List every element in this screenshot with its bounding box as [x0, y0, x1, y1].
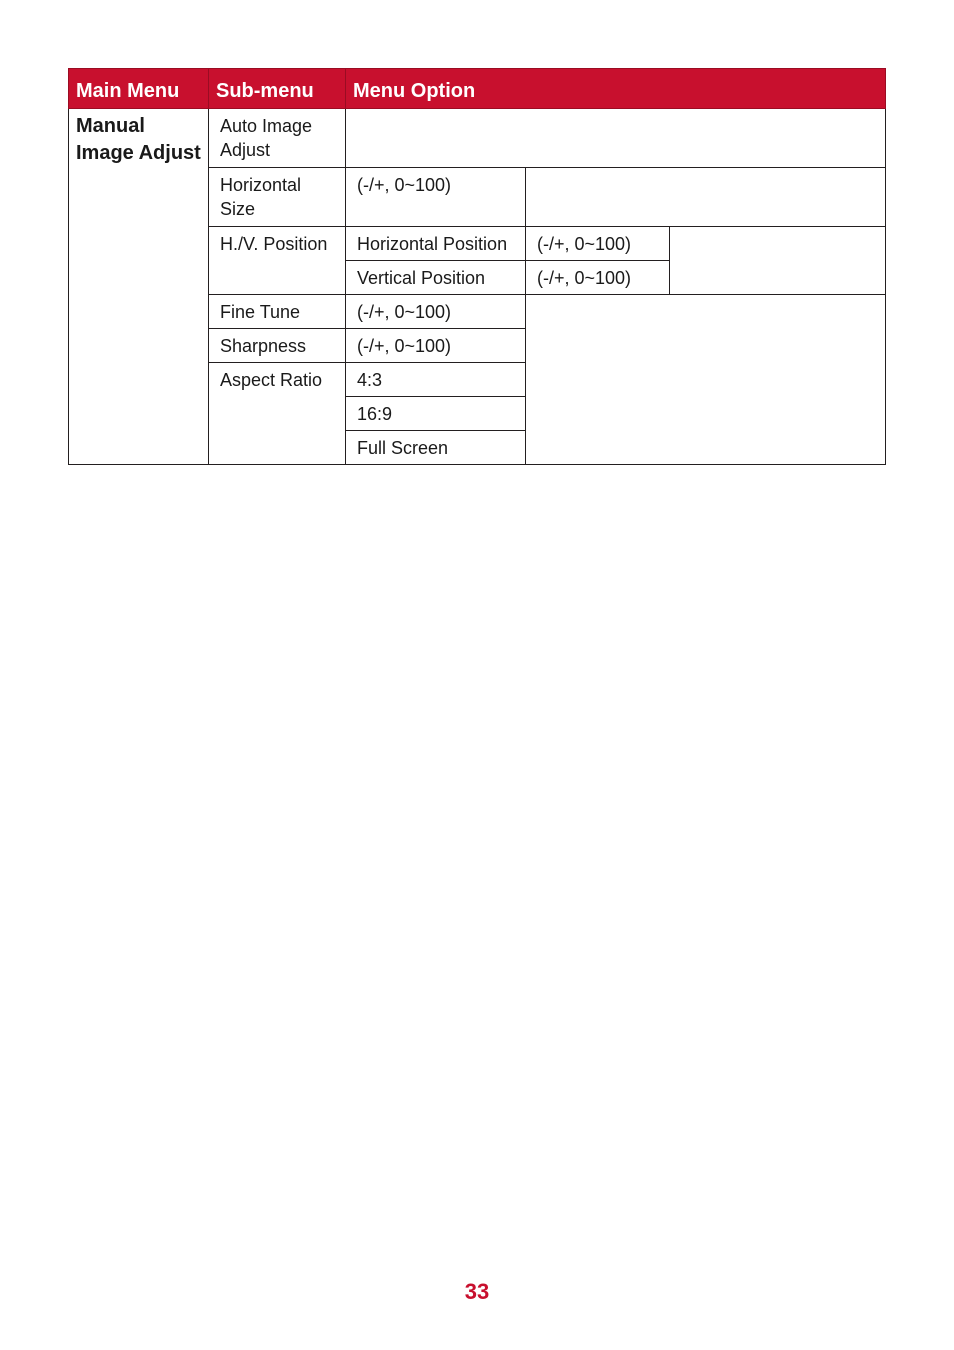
option-fine-tune: (-/+, 0~100)	[346, 295, 526, 329]
header-sub-menu: Sub-menu	[209, 69, 346, 109]
submenu-sharpness: Sharpness	[209, 329, 346, 363]
table-header-row	[69, 69, 886, 109]
option-aspect-4-3: 4:3	[346, 363, 526, 397]
option-aspect-16-9: 16:9	[346, 397, 526, 431]
submenu-aspect-ratio: Aspect Ratio	[209, 363, 346, 465]
header-main-menu: Main Menu	[69, 69, 209, 109]
option-aspect-full-screen: Full Screen	[346, 431, 526, 465]
submenu-horizontal-size: Horizontal Size	[209, 168, 346, 227]
option-horizontal-position: Horizontal Position	[346, 227, 526, 261]
option-horizontal-size: (-/+, 0~100)	[346, 168, 526, 227]
page-number: 33	[464, 1279, 490, 1304]
header-menu-option: Menu Option	[346, 69, 886, 109]
value-vertical-position: (-/+, 0~100)	[526, 261, 670, 295]
empty-option-cell	[670, 227, 886, 295]
empty-option-cell	[526, 295, 886, 465]
option-sharpness: (-/+, 0~100)	[346, 329, 526, 363]
submenu-auto-image-adjust: Auto Image Adjust	[209, 109, 346, 168]
value-horizontal-position: (-/+, 0~100)	[526, 227, 670, 261]
empty-option-cell	[346, 109, 886, 168]
option-vertical-position: Vertical Position	[346, 261, 526, 295]
submenu-fine-tune: Fine Tune	[209, 295, 346, 329]
submenu-hv-position: H./V. Position	[209, 227, 346, 295]
menu-table	[68, 68, 886, 465]
table-row	[69, 109, 886, 168]
empty-option-cell	[526, 168, 886, 227]
main-menu-cell: Manual Image Adjust	[69, 109, 209, 465]
